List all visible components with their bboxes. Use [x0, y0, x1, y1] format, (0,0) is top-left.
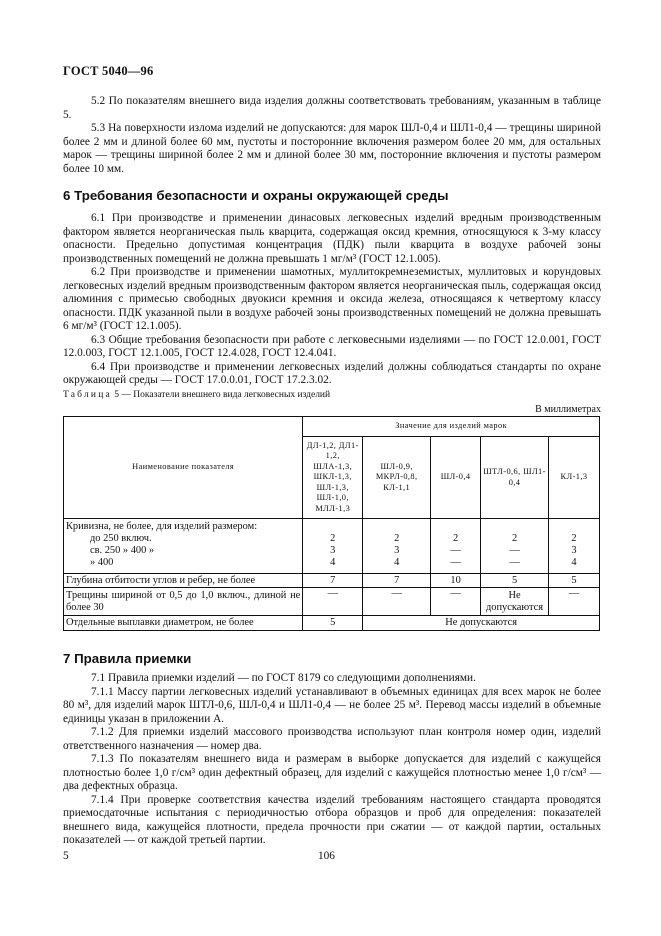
paragraph-7-1-3: 7.1.3 По показателям внешнего вида и размерам в выборке допускается для изделий с кажущейся плотностью более 1,0 г/см³ один дефектный образец, для изделий с кажущейся плотностью менее 1,0 г/см³ — два дефектных образца.: [63, 753, 601, 792]
row-sub-3: » 400: [90, 557, 114, 568]
cell-value: 2: [330, 533, 336, 544]
section-6-title: 6 Требования безопасности и охраны окружающей среды: [63, 188, 449, 203]
row-sub-2: св. 250 » 400 »: [90, 545, 155, 556]
table-header-group: Значение для изделий марок: [303, 417, 600, 437]
table-row-curvature: [64, 519, 600, 574]
paragraph-7-1-1: 7.1.1 Массу партии легковесных изделий устанавливают в объемных единицах для всех марок не более 80 м³, для изделий марок ШТЛ-0,6, ШЛ-0,4 и ШЛ1-0,4 — не более 25 м³. Перевод массы изделий в объемные единицы указан в приложении А.: [63, 685, 601, 725]
page-number-center: 106: [318, 850, 335, 862]
cell-value: —: [431, 588, 481, 616]
paragraph-6-1: 6.1 При производстве и применении динасовых легковесных изделий вредным производственным фактором является неорганическая пыль кварцита, содержащая оксид кремния, относящуюся к 3-му классу опасности. Предельно допустимая концентрация (ПДК) пыли кварцита в воздухе рабочей зоны производственных помещений не должна превышать 1 мг/м³ (ГОСТ 12.1.005).: [63, 212, 601, 265]
cell-value: 2: [511, 533, 518, 544]
table-header-col-2: ШЛ-0,9, МКРЛ-0,8, КЛ-1,1: [363, 437, 431, 519]
table-cell: [549, 519, 600, 574]
cell-value: —: [450, 545, 461, 556]
section-6: [63, 212, 601, 388]
cell-value: 5: [481, 574, 549, 588]
cell-value: —: [509, 557, 520, 568]
cell-value: 10: [431, 574, 481, 588]
table-caption-text: 5 — Показатели внешнего вида легковесных изделий: [114, 390, 331, 400]
table-cell-label: [64, 519, 303, 574]
paragraph-6-3: 6.3 Общие требования безопасности при работе с легковесными изделиями — по ГОСТ 12.0.001, ГОСТ 12.0.003, ГОСТ 12.1.005, ГОСТ 12.4.028, ГОСТ 12.4.041.: [63, 333, 601, 359]
table-header-col-3: ШЛ-0,4: [431, 437, 481, 519]
table-cell: [481, 519, 549, 574]
document-header: ГОСТ 5040—96: [63, 64, 154, 78]
table-unit: В миллиметрах: [535, 404, 601, 415]
cell-value: 4: [330, 557, 336, 568]
table-row-cracks: [64, 588, 600, 616]
cell-value: 3: [571, 545, 577, 556]
table-cell: [363, 519, 431, 574]
cell-value: 7: [363, 574, 431, 588]
table-header-name: Наименование показателя: [64, 417, 303, 519]
cell-value: 5: [303, 616, 363, 631]
row-label: Трещины шириной от 0,5 до 1,0 включ., длиной не более 30: [64, 588, 303, 616]
cell-value: Не допускаются: [481, 588, 549, 616]
paragraph-7-1-2: 7.1.2 Для приемки изделий массового производства используют план контроля номер один, изделий ответственного назначения — номер два.: [63, 726, 601, 752]
cell-value: —: [450, 557, 461, 568]
cell-value: —: [549, 588, 600, 616]
table-header-col-1: ДЛ-1,2, ДЛ1-1,2, ШЛА-1,3, ШКЛ-1,3, ШЛ-1,3, ШЛ-1,0, МЛЛ-1,3: [303, 437, 363, 519]
cell-value: 2: [452, 533, 459, 544]
paragraph-6-4: 6.4 При производстве и применении легковесных изделий должны соблюдаться стандарты по охране окружающей среды — ГОСТ 17.0.0.01, ГОСТ 17.2.3.02.: [63, 360, 601, 386]
table-cell: [303, 519, 363, 574]
page-number-left: 5: [63, 850, 69, 862]
paragraph-6-2: 6.2 При производстве и применении шамотных, муллитокремнеземистых, муллитовых и корундовых легковесных изделий вредным производственным фактором является неорганическая пыль, содержащая оксид алюминия с примесью свободных двуокиси кремния и оксида железа, относящаяся к четвертому классу опасности. ПДК указанной пыли в воздухе рабочей зоны производственных помещений не должна превышать 6 мг/м³ (ГОСТ 12.1.005).: [63, 266, 601, 332]
cell-value: 5: [549, 574, 600, 588]
row-label: Кривизна, не более, для изделий размером:: [66, 521, 258, 532]
cell-value: 4: [571, 557, 577, 568]
table-header-col-5: КЛ-1,3: [549, 437, 600, 519]
table-row-melts: [64, 616, 600, 631]
row-sub-1: до 250 включ.: [90, 533, 152, 544]
paragraph-5-2: 5.2 По показателям внешнего вида изделия должны соответствовать требованиям, указанным в таблице 5.: [63, 95, 601, 121]
cell-value: 4: [394, 557, 400, 568]
row-label: Отдельные выплавки диаметром, не более: [64, 616, 303, 631]
cell-value: 2: [571, 533, 577, 544]
cell-value: 3: [394, 545, 400, 556]
section-5: [63, 95, 601, 176]
cell-value-merged: Не допускаются: [363, 616, 600, 631]
cell-value: —: [509, 545, 520, 556]
cell-value: 2: [394, 533, 400, 544]
cell-value: 7: [303, 574, 363, 588]
paragraph-7-1: 7.1 Правила приемки изделий — по ГОСТ 8179 со следующими дополнениями.: [91, 672, 476, 684]
table-caption-word: Таблица: [63, 390, 112, 400]
table-row-chipping: [64, 574, 600, 588]
paragraph-7-1-4: 7.1.4 При проверке соответствия качества изделий требованиям настоящего стандарта проводятся приемосдаточные испытания с периодичностью отбора образцов и проб для определения: показателей внешнего вида, кажущейся плотности, предела прочности при сжатии — от каждой партии, остальных показателей — от каждой третьей партии.: [63, 793, 601, 846]
cell-value: —: [363, 588, 431, 616]
row-label: Глубина отбитости углов и ребер, не более: [64, 574, 303, 588]
cell-value: 3: [330, 545, 336, 556]
table-caption: [63, 390, 330, 400]
section-7-title: 7 Правила приемки: [63, 651, 192, 666]
table-header-col-4: ШТЛ-0,6, ШЛ1-0,4: [481, 437, 549, 519]
table-5: [63, 416, 600, 631]
paragraph-5-3: 5.3 На поверхности излома изделий не допускаются: для марок ШЛ-0,4 и ШЛ1-0,4 — трещины шириной более 2 мм и длиной более 60 мм, пустоты и посторонние включения размером более 20 мм, для остальных марок — трещины шириной более 2 мм и длиной более 30 мм, посторонние включения и пустоты размером более 10 мм.: [63, 122, 601, 175]
table-cell: [431, 519, 481, 574]
section-7: [63, 672, 601, 848]
cell-value: —: [303, 588, 363, 616]
